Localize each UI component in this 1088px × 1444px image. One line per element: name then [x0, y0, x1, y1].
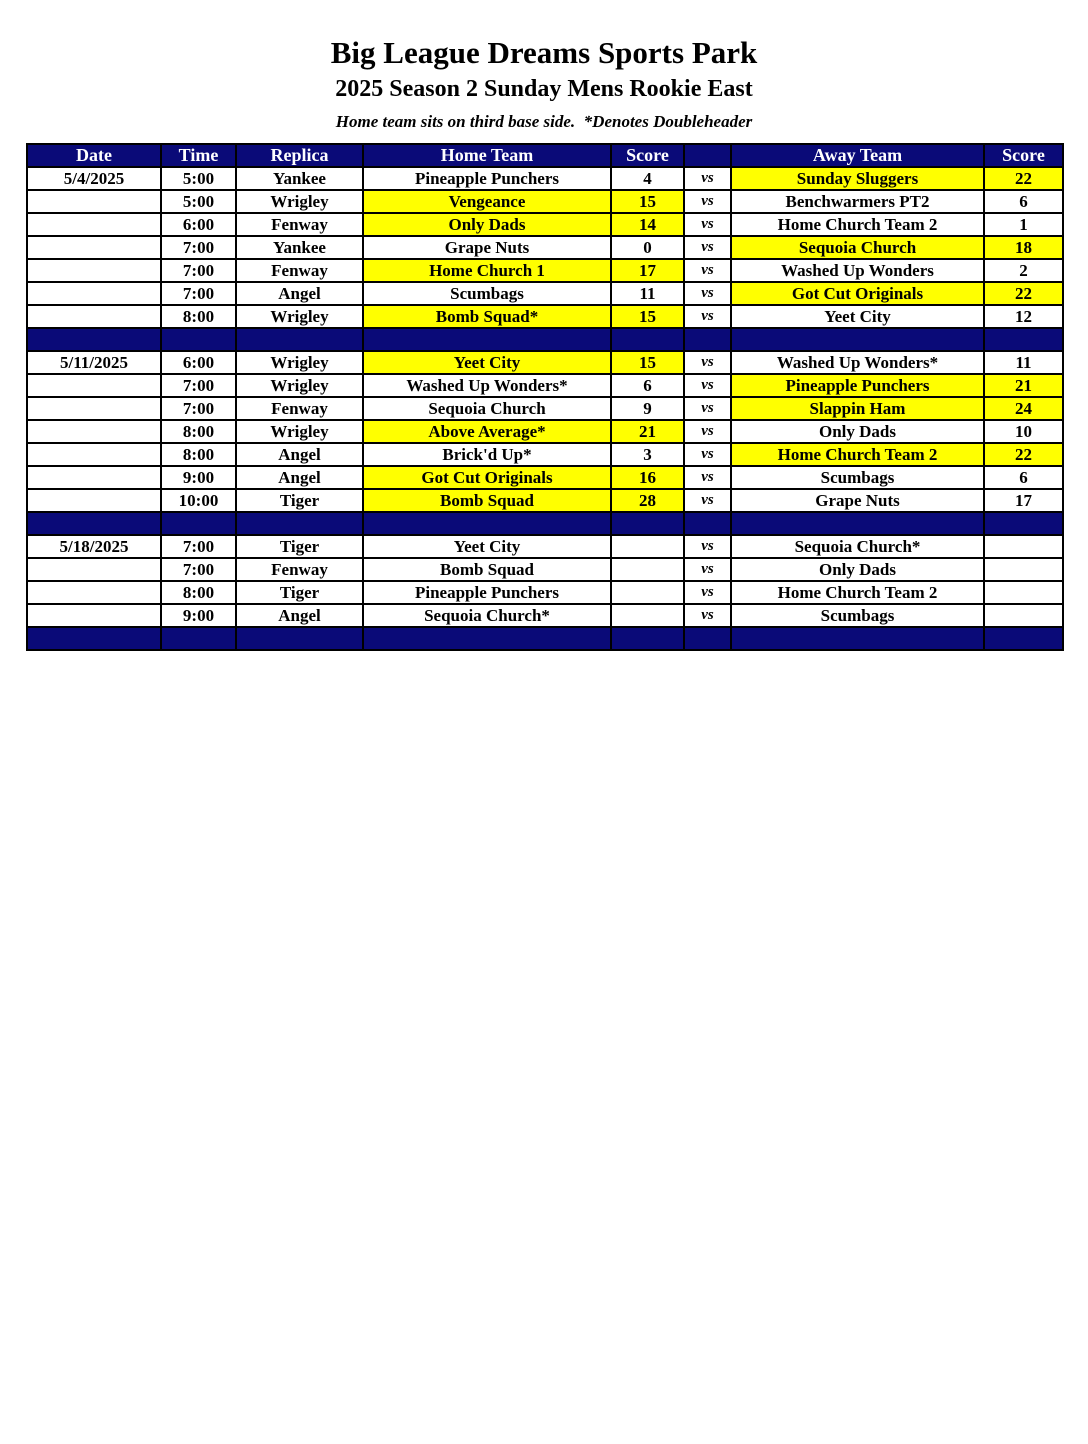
game-row — [27, 213, 1063, 236]
header-home-team: Home Team — [363, 144, 611, 167]
away-team-cell: Pineapple Punchers — [731, 374, 984, 397]
page-subtitle: 2025 Season 2 Sunday Mens Rookie East — [335, 76, 753, 103]
time-cell: 5:00 — [161, 167, 236, 190]
away-team-cell: Sequoia Church* — [731, 535, 984, 558]
game-row — [27, 581, 1063, 604]
away-team-cell: Washed Up Wonders* — [731, 351, 984, 374]
away-score-cell: 12 — [984, 305, 1063, 328]
game-row — [27, 558, 1063, 581]
vs-cell: vs — [684, 535, 731, 558]
vs-cell: vs — [684, 236, 731, 259]
time-cell: 7:00 — [161, 374, 236, 397]
vs-cell: vs — [684, 397, 731, 420]
separator-cell — [236, 328, 363, 351]
away-team-cell: Got Cut Originals — [731, 282, 984, 305]
away-score-cell: 22 — [984, 443, 1063, 466]
home-score-cell — [611, 558, 684, 581]
time-cell: 7:00 — [161, 535, 236, 558]
home-score-cell: 21 — [611, 420, 684, 443]
header-replica: Replica — [236, 144, 363, 167]
home-team-cell: Only Dads — [363, 213, 611, 236]
separator-cell — [611, 328, 684, 351]
replica-cell: Tiger — [236, 535, 363, 558]
home-team-cell: Yeet City — [363, 351, 611, 374]
home-score-cell: 16 — [611, 466, 684, 489]
replica-cell: Wrigley — [236, 374, 363, 397]
away-score-cell: 1 — [984, 213, 1063, 236]
separator-cell — [984, 512, 1063, 535]
header-row — [27, 144, 1063, 167]
away-team-cell: Grape Nuts — [731, 489, 984, 512]
schedule-table — [26, 143, 1064, 651]
separator-cell — [161, 627, 236, 650]
vs-cell: vs — [684, 443, 731, 466]
separator-cell — [684, 627, 731, 650]
separator-cell — [236, 627, 363, 650]
away-score-cell: 6 — [984, 466, 1063, 489]
separator-row — [27, 627, 1063, 650]
time-cell: 7:00 — [161, 236, 236, 259]
away-team-cell: Scumbags — [731, 466, 984, 489]
replica-cell: Fenway — [236, 213, 363, 236]
vs-cell: vs — [684, 420, 731, 443]
game-row — [27, 443, 1063, 466]
separator-cell — [731, 328, 984, 351]
date-cell — [27, 374, 161, 397]
home-team-cell: Yeet City — [363, 535, 611, 558]
home-team-cell: Grape Nuts — [363, 236, 611, 259]
game-row — [27, 305, 1063, 328]
header-away-score: Score — [984, 144, 1063, 167]
away-score-cell: 17 — [984, 489, 1063, 512]
away-score-cell: 6 — [984, 190, 1063, 213]
game-row — [27, 282, 1063, 305]
separator-cell — [27, 328, 161, 351]
time-cell: 8:00 — [161, 305, 236, 328]
home-score-cell: 15 — [611, 305, 684, 328]
date-cell — [27, 489, 161, 512]
date-cell — [27, 259, 161, 282]
separator-cell — [363, 328, 611, 351]
replica-cell: Angel — [236, 443, 363, 466]
game-row — [27, 167, 1063, 190]
game-row — [27, 466, 1063, 489]
time-cell: 6:00 — [161, 351, 236, 374]
away-team-cell: Scumbags — [731, 604, 984, 627]
date-cell: 5/18/2025 — [27, 535, 161, 558]
vs-cell: vs — [684, 351, 731, 374]
home-score-cell: 15 — [611, 190, 684, 213]
away-team-cell: Home Church Team 2 — [731, 443, 984, 466]
schedule-body — [27, 167, 1063, 650]
replica-cell: Fenway — [236, 558, 363, 581]
replica-cell: Wrigley — [236, 351, 363, 374]
home-team-cell: Vengeance — [363, 190, 611, 213]
away-score-cell: 2 — [984, 259, 1063, 282]
replica-cell: Wrigley — [236, 190, 363, 213]
separator-cell — [984, 328, 1063, 351]
home-team-cell: Scumbags — [363, 282, 611, 305]
home-score-cell: 11 — [611, 282, 684, 305]
game-row — [27, 420, 1063, 443]
date-cell — [27, 558, 161, 581]
date-cell — [27, 604, 161, 627]
vs-cell: vs — [684, 259, 731, 282]
home-score-cell: 17 — [611, 259, 684, 282]
separator-cell — [731, 627, 984, 650]
away-team-cell: Home Church Team 2 — [731, 581, 984, 604]
header-vs — [684, 144, 731, 167]
date-cell — [27, 443, 161, 466]
vs-cell: vs — [684, 190, 731, 213]
home-team-cell: Home Church 1 — [363, 259, 611, 282]
game-row — [27, 397, 1063, 420]
vs-cell: vs — [684, 604, 731, 627]
separator-row — [27, 328, 1063, 351]
game-row — [27, 190, 1063, 213]
vs-cell: vs — [684, 167, 731, 190]
separator-cell — [363, 627, 611, 650]
schedule-page — [0, 36, 1088, 651]
replica-cell: Fenway — [236, 259, 363, 282]
date-cell — [27, 236, 161, 259]
away-score-cell — [984, 581, 1063, 604]
time-cell: 10:00 — [161, 489, 236, 512]
time-cell: 7:00 — [161, 282, 236, 305]
date-cell — [27, 305, 161, 328]
game-row — [27, 535, 1063, 558]
separator-cell — [161, 328, 236, 351]
away-score-cell: 22 — [984, 167, 1063, 190]
home-team-cell: Pineapple Punchers — [363, 581, 611, 604]
away-team-cell: Slappin Ham — [731, 397, 984, 420]
separator-cell — [236, 512, 363, 535]
vs-cell: vs — [684, 374, 731, 397]
header-home-score: Score — [611, 144, 684, 167]
vs-cell: vs — [684, 466, 731, 489]
separator-cell — [611, 627, 684, 650]
replica-cell: Yankee — [236, 167, 363, 190]
replica-cell: Tiger — [236, 489, 363, 512]
replica-cell: Angel — [236, 604, 363, 627]
time-cell: 7:00 — [161, 397, 236, 420]
separator-cell — [731, 512, 984, 535]
separator-cell — [27, 512, 161, 535]
home-team-cell: Bomb Squad* — [363, 305, 611, 328]
away-team-cell: Only Dads — [731, 420, 984, 443]
page-title: Big League Dreams Sports Park — [330, 35, 758, 70]
separator-cell — [363, 512, 611, 535]
replica-cell: Yankee — [236, 236, 363, 259]
separator-cell — [27, 627, 161, 650]
separator-cell — [161, 512, 236, 535]
away-score-cell: 11 — [984, 351, 1063, 374]
away-team-cell: Sunday Sluggers — [731, 167, 984, 190]
home-score-cell: 6 — [611, 374, 684, 397]
home-team-cell: Above Average* — [363, 420, 611, 443]
vs-cell: vs — [684, 489, 731, 512]
separator-cell — [611, 512, 684, 535]
vs-cell: vs — [684, 558, 731, 581]
date-cell: 5/11/2025 — [27, 351, 161, 374]
vs-cell: vs — [684, 581, 731, 604]
home-team-cell: Bomb Squad — [363, 489, 611, 512]
away-score-cell: 24 — [984, 397, 1063, 420]
header-time: Time — [161, 144, 236, 167]
schedule-note: Home team sits on third base side. *Denotes Doubleheader — [335, 112, 753, 132]
home-team-cell: Got Cut Originals — [363, 466, 611, 489]
date-cell — [27, 397, 161, 420]
home-team-cell: Brick'd Up* — [363, 443, 611, 466]
away-team-cell: Benchwarmers PT2 — [731, 190, 984, 213]
away-team-cell: Yeet City — [731, 305, 984, 328]
time-cell: 8:00 — [161, 420, 236, 443]
date-cell — [27, 282, 161, 305]
home-team-cell: Bomb Squad — [363, 558, 611, 581]
replica-cell: Wrigley — [236, 420, 363, 443]
home-score-cell: 3 — [611, 443, 684, 466]
away-team-cell: Only Dads — [731, 558, 984, 581]
date-cell — [27, 581, 161, 604]
away-team-cell: Washed Up Wonders — [731, 259, 984, 282]
home-team-cell: Washed Up Wonders* — [363, 374, 611, 397]
home-team-cell: Sequoia Church — [363, 397, 611, 420]
home-team-cell: Pineapple Punchers — [363, 167, 611, 190]
date-cell — [27, 420, 161, 443]
date-cell — [27, 466, 161, 489]
time-cell: 8:00 — [161, 581, 236, 604]
separator-cell — [984, 627, 1063, 650]
away-team-cell: Home Church Team 2 — [731, 213, 984, 236]
vs-cell: vs — [684, 282, 731, 305]
separator-cell — [684, 328, 731, 351]
home-score-cell — [611, 535, 684, 558]
game-row — [27, 351, 1063, 374]
home-score-cell: 0 — [611, 236, 684, 259]
vs-cell: vs — [684, 213, 731, 236]
away-score-cell: 21 — [984, 374, 1063, 397]
separator-row — [27, 512, 1063, 535]
time-cell: 9:00 — [161, 466, 236, 489]
game-row — [27, 604, 1063, 627]
game-row — [27, 259, 1063, 282]
time-cell: 8:00 — [161, 443, 236, 466]
away-score-cell: 10 — [984, 420, 1063, 443]
replica-cell: Fenway — [236, 397, 363, 420]
away-score-cell — [984, 558, 1063, 581]
header-away-team: Away Team — [731, 144, 984, 167]
home-score-cell — [611, 604, 684, 627]
replica-cell: Angel — [236, 282, 363, 305]
game-row — [27, 489, 1063, 512]
away-score-cell — [984, 604, 1063, 627]
home-score-cell: 4 — [611, 167, 684, 190]
game-row — [27, 374, 1063, 397]
time-cell: 7:00 — [161, 558, 236, 581]
date-cell — [27, 213, 161, 236]
replica-cell: Wrigley — [236, 305, 363, 328]
home-score-cell — [611, 581, 684, 604]
separator-cell — [684, 512, 731, 535]
time-cell: 5:00 — [161, 190, 236, 213]
home-score-cell: 15 — [611, 351, 684, 374]
away-score-cell: 18 — [984, 236, 1063, 259]
home-score-cell: 9 — [611, 397, 684, 420]
date-cell: 5/4/2025 — [27, 167, 161, 190]
time-cell: 9:00 — [161, 604, 236, 627]
header-date: Date — [27, 144, 161, 167]
away-score-cell — [984, 535, 1063, 558]
replica-cell: Angel — [236, 466, 363, 489]
home-score-cell: 14 — [611, 213, 684, 236]
home-score-cell: 28 — [611, 489, 684, 512]
game-row — [27, 236, 1063, 259]
time-cell: 7:00 — [161, 259, 236, 282]
date-cell — [27, 190, 161, 213]
replica-cell: Tiger — [236, 581, 363, 604]
away-team-cell: Sequoia Church — [731, 236, 984, 259]
vs-cell: vs — [684, 305, 731, 328]
time-cell: 6:00 — [161, 213, 236, 236]
away-score-cell: 22 — [984, 282, 1063, 305]
home-team-cell: Sequoia Church* — [363, 604, 611, 627]
